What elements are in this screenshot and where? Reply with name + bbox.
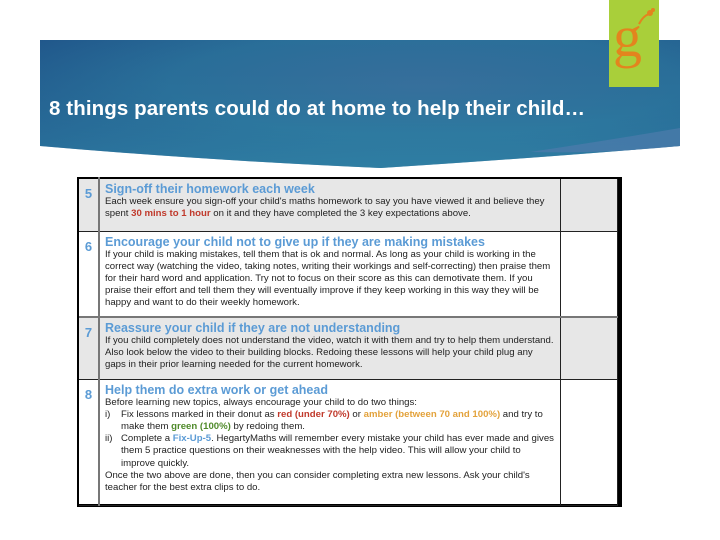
text-part: and try to make them xyxy=(121,408,543,432)
row-text xyxy=(105,196,556,220)
list-item xyxy=(105,433,556,470)
highlight-red: 30 mins to 1 hour xyxy=(131,208,211,220)
checkbox-cell[interactable] xyxy=(561,178,618,231)
text-part: . HegartyMaths will remember every mistake your child has ever made and gives them 5 practice questions on their weaknesses with the help video. This will allow your child to improve quickly. xyxy=(121,433,554,469)
logo xyxy=(609,0,659,87)
slide-title: 8 things parents could do at home to help their child… xyxy=(49,97,586,120)
row-heading: Help them do extra work or get ahead xyxy=(105,382,328,397)
highlight-red: red (under 70%) xyxy=(277,408,350,420)
list-item-text xyxy=(121,433,556,470)
row-number: 6 xyxy=(78,231,99,317)
row-text: If you child completely does not understand the video, watch it with them and try to help them understand. Also look below the video to their building blocks. Redoing these lessons will help your child plug any gaps in their prior learning needed for the current homework. xyxy=(105,335,554,371)
highlight-blue: Fix-Up-5 xyxy=(172,433,212,445)
tips-table-grid xyxy=(77,177,618,506)
row-number: 8 xyxy=(78,379,99,505)
table-row xyxy=(78,379,618,505)
tips-table xyxy=(77,177,622,507)
table-row xyxy=(78,178,618,231)
row-content xyxy=(99,317,561,379)
highlight-green: green (100%) xyxy=(171,420,231,432)
row-content xyxy=(99,379,561,505)
checkbox-cell[interactable] xyxy=(561,379,618,505)
highlight-amber: amber (between 70 and 100%) xyxy=(363,408,501,420)
list-marker: i) xyxy=(105,408,111,420)
row-intro: Before learning new topics, always encourage your child to do two things: xyxy=(105,396,417,408)
text-part: or xyxy=(349,408,364,420)
row-text-part: on it and they have completed the 3 key expectations above. xyxy=(210,208,471,220)
row-heading: Reassure your child if they are not understanding xyxy=(105,321,401,335)
list-item xyxy=(105,409,556,433)
checkbox-cell[interactable] xyxy=(561,317,618,379)
row-heading: Sign-off their homework each week xyxy=(105,182,315,196)
row-content xyxy=(99,178,561,231)
checkbox-cell[interactable] xyxy=(561,231,618,317)
row-text: If your child is making mistakes, tell them that is ok and normal. As long as your child is working in the correct way (watching the video, taking notes, writing their workings and self-correcting) then praise them for their hard word and application. Try not to focus on their score as this can demotivate them. If you praise their effort and tell them they will eventually improve if they keep working in this way they will be happy and want to do their weekly homework. xyxy=(105,248,551,309)
row-number: 5 xyxy=(78,178,99,231)
row-text-part: Each week ensure you sign-off your child's maths homework to say you have viewed it and believe they spent xyxy=(105,196,545,220)
svg-text:g: g xyxy=(613,4,642,69)
text-part: Fix lessons marked in their donut as xyxy=(121,408,278,420)
table-row xyxy=(78,231,618,317)
row-content xyxy=(99,231,561,317)
row-text xyxy=(105,397,556,495)
logo-g-icon xyxy=(609,0,659,87)
list-item-text xyxy=(121,409,556,433)
row-heading: Encourage your child not to give up if they are making mistakes xyxy=(105,234,485,249)
row-number: 7 xyxy=(78,317,99,379)
text-part: Complete a xyxy=(121,433,173,445)
row-outro: Once the two above are done, then you can consider completing extra new lessons. Ask your child's teacher for the best extra clips to do. xyxy=(105,469,530,493)
list-marker: ii) xyxy=(105,433,113,445)
text-part: by redoing them. xyxy=(230,420,305,432)
table-row xyxy=(78,317,618,379)
